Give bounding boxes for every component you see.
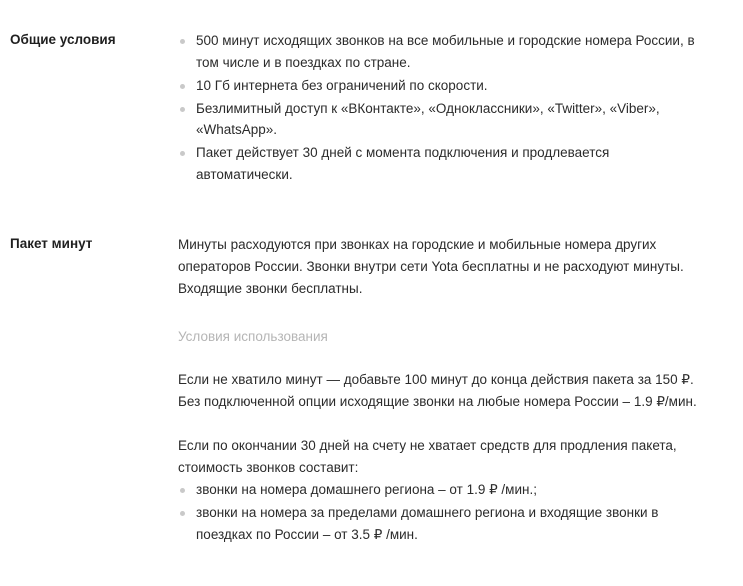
list-item: Пакет действует 30 дней с момента подключения и продлевается автоматически. [178, 142, 703, 186]
minutes-paragraph-insufficient-funds: Если по окончании 30 дней на счету не хватает средств для продления пакета, стоимость звонков составит: [178, 438, 677, 476]
minutes-paragraph-extra-minutes: Если не хватило минут — добавьте 100 минут до конца действия пакета за 150 ₽. Без подключенной опции исходящие звонки на любые номера России – 1.9 ₽/мин. [178, 372, 697, 410]
general-conditions-list [178, 30, 703, 186]
section-general-conditions [0, 30, 743, 187]
minutes-rates-list [178, 479, 703, 546]
section-minutes-package [0, 234, 743, 546]
list-item: Безлимитный доступ к «ВКонтакте», «Одноклассники», «Twitter», «Viber», «WhatsApp». [178, 98, 703, 142]
section-general-conditions-body [178, 30, 743, 187]
spacer [178, 300, 703, 326]
list-item: 500 минут исходящих звонков на все мобильные и городские номера России, в том числе и в поездках по стране. [178, 30, 703, 74]
list-item: звонки на номера домашнего региона – от 1.9 ₽ /мин.; [178, 479, 703, 501]
minutes-intro-paragraph: Минуты расходуются при звонках на городские и мобильные номера других операторов России. Звонки внутри сети Yota бесплатны и не расходуют минуты. Входящие звонки бесплатны. [178, 237, 684, 296]
usage-terms-subheading: Условия использования [178, 328, 328, 344]
list-item: 10 Гб интернета без ограничений по скорости. [178, 75, 703, 97]
list-item: звонки на номера за пределами домашнего региона и входящие звонки в поездках по России – от 3.5 ₽ /мин. [178, 502, 703, 546]
section-general-conditions-label: Общие условия [10, 32, 116, 47]
spacer [178, 413, 703, 435]
section-minutes-package-label: Пакет минут [10, 236, 93, 251]
section-minutes-package-body [178, 234, 743, 546]
spacer [178, 347, 703, 369]
